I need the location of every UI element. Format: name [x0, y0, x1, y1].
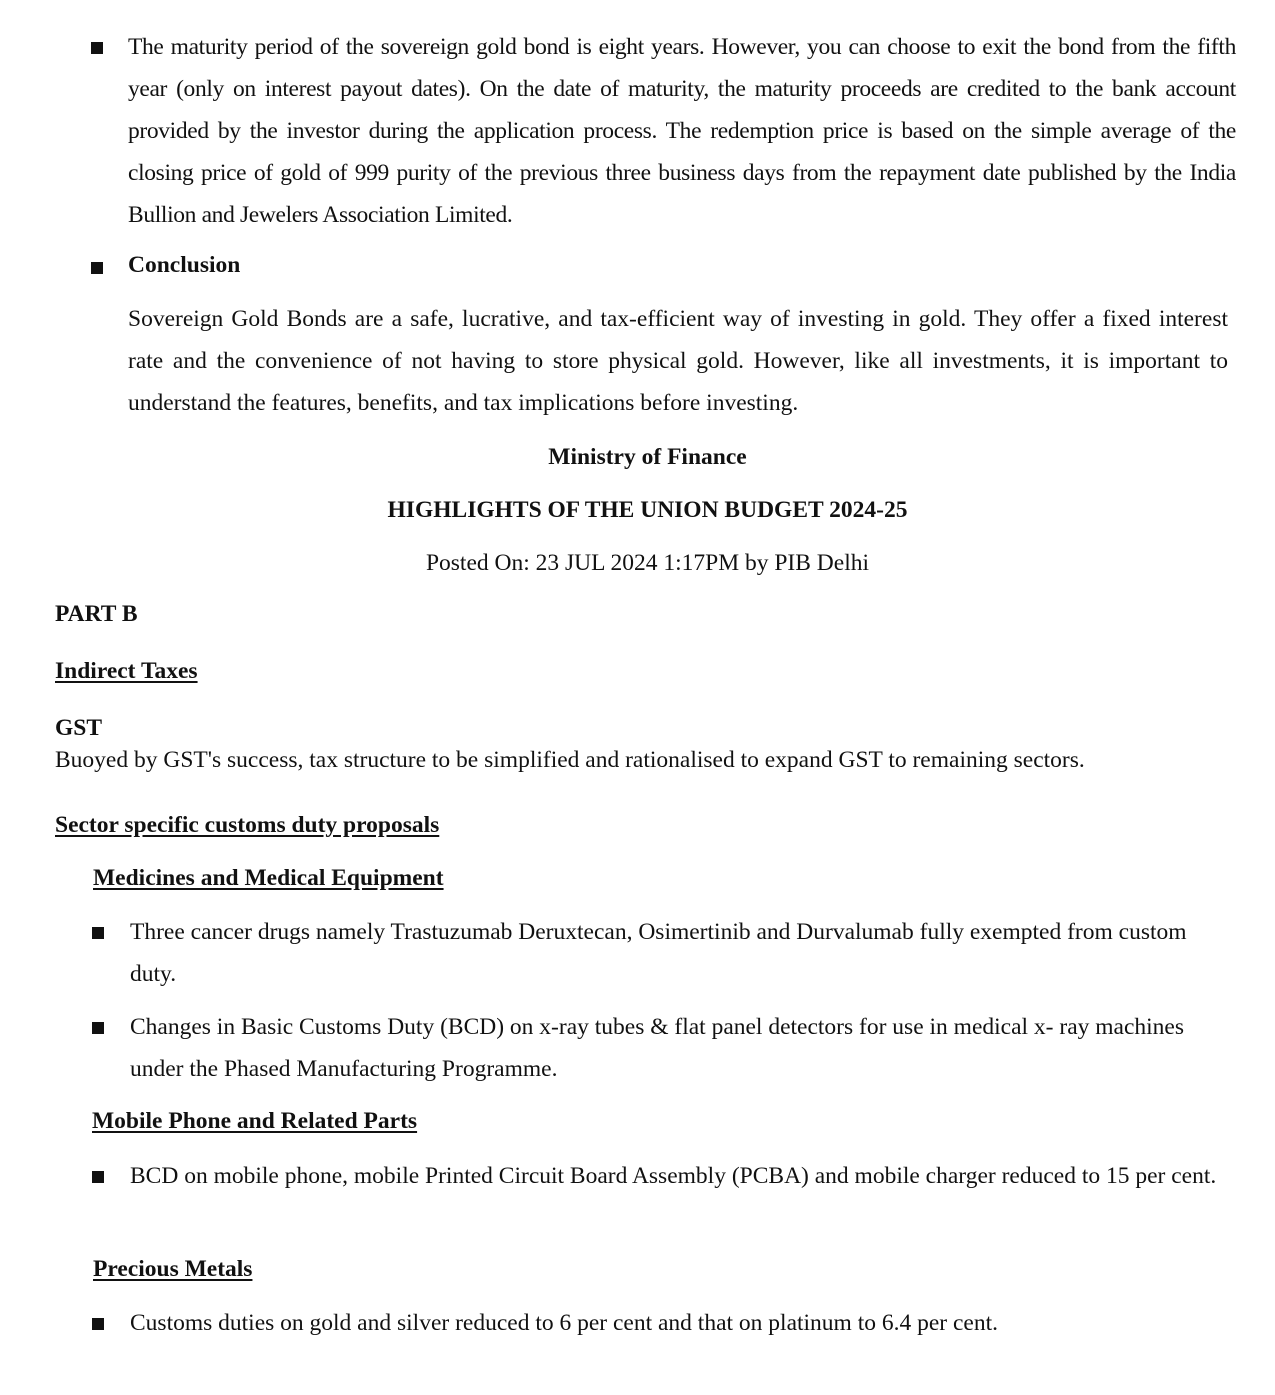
- conclusion-paragraph: Sovereign Gold Bonds are a safe, lucrative, and tax-efficient way of investing in gold. They offer a fixed interest rate and the convenience of not having to store physical gold. However, like all investments, it is important to understand the features, benefits, and tax implications before investing.: [128, 306, 1228, 416]
- medicines-heading: Medicines and Medical Equipment: [93, 865, 444, 891]
- gst-paragraph: Buoyed by GST's success, tax structure to be simplified and rationalised to expand GST to remaining sectors.: [55, 747, 1085, 773]
- bullet-marker: [92, 1318, 104, 1330]
- release-title: HIGHLIGHTS OF THE UNION BUDGET 2024-25: [387, 497, 908, 523]
- bullet-marker: [91, 262, 103, 274]
- conclusion-heading: Conclusion: [128, 252, 241, 278]
- ministry-heading: Ministry of Finance: [548, 444, 747, 470]
- bullet-marker: [92, 927, 104, 939]
- mobile-heading: Mobile Phone and Related Parts: [92, 1108, 418, 1134]
- gst-heading: GST: [55, 715, 103, 741]
- bullet-marker: [91, 42, 103, 54]
- part-b-heading: PART B: [55, 601, 138, 627]
- precious-metals-heading: Precious Metals: [93, 1256, 253, 1282]
- list-item: Three cancer drugs namely Trastuzumab Deruxtecan, Osimertinib and Durvalumab fully exempted from custom duty.: [130, 919, 1187, 987]
- customs-heading: Sector specific customs duty proposals: [55, 812, 440, 838]
- bullet-marker: [92, 1022, 104, 1034]
- posted-on-line: Posted On: 23 JUL 2024 1:17PM by PIB Delhi: [425, 550, 870, 576]
- list-item: BCD on mobile phone, mobile Printed Circuit Board Assembly (PCBA) and mobile charger reduced to 15 per cent.: [130, 1163, 1217, 1189]
- bullet-marker: [92, 1171, 104, 1183]
- indirect-taxes-heading: Indirect Taxes: [55, 658, 198, 684]
- list-item: Changes in Basic Customs Duty (BCD) on x-ray tubes & flat panel detectors for use in medical x- ray machines under the Phased Manufacturing Programme.: [130, 1014, 1184, 1082]
- list-item: Customs duties on gold and silver reduced to 6 per cent and that on platinum to 6.4 per cent.: [130, 1310, 999, 1336]
- maturity-paragraph: The maturity period of the sovereign gold bond is eight years. However, you can choose to exit the bond from the fifth year (only on interest payout dates). On the date of maturity, the maturity proceeds are credited to the bank account provided by the investor during the application process. The redemption price is based on the simple average of the closing price of gold of 999 purity of the previous three business days from the repayment date published by the India Bullion and Jewelers Association Limited.: [128, 34, 1236, 228]
